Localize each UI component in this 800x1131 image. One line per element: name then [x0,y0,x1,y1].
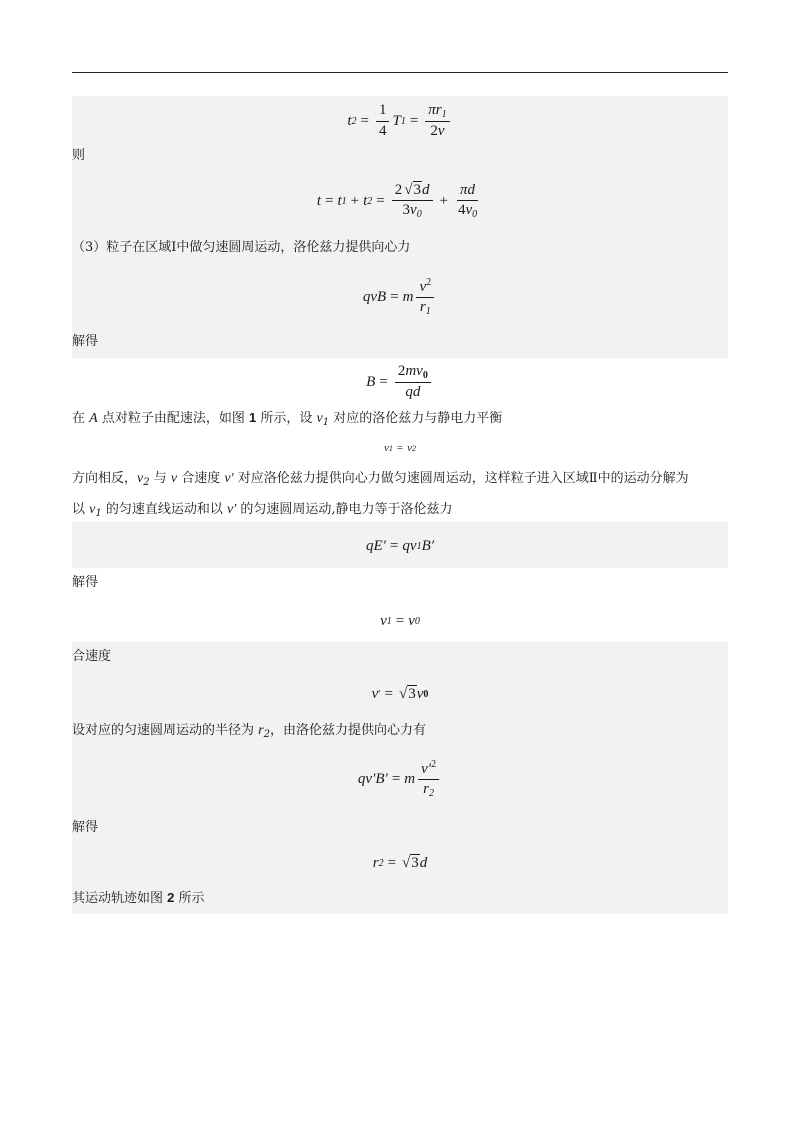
equation-v1-equals-v2: v 1 = v 2 [384,442,416,454]
equation-combined-velocity: v ′ = √ 3 v 0 [371,685,429,702]
paragraph-then: 则 [72,148,86,163]
paragraph-opposite-direction: 方向相反，$v_2$ 与 v 合速度 v′ 对应洛伦兹力提供向心力做匀速圆周运动，这样粒子进入区域Ⅱ中的运动分解为 [72,471,689,488]
equation-radius-r2: r 2 = √ 3 d [372,854,428,871]
equation-centripetal-r2: qv′B′ = m $\frac{v'^2}{r_2}$ [72,754,728,804]
paragraph-solve-2: 解得 [72,575,99,590]
paragraph-radius-intro: 设对应的匀速圆周运动的半径为 $r_2$，由洛伦兹力提供向心力有 [72,723,426,740]
header-rule [72,72,728,73]
equation-electric-lorentz: qE′ = qv 1 B′ [365,537,435,554]
equation-lorentz-centripetal: qvB = m $\frac{v^2}{r_1}$ [72,274,728,320]
equation-v1-equals-v0: v 1 = v 0 [380,612,420,629]
equation-total-time: t = t 1 + t 2 = $\frac{2 √3d}{3v_0}$ + $\frac{\pi d}{4v_0}$ [316,181,478,220]
paragraph-decompose: 以 $v_1$ 的匀速直线运动和以 v′ 的匀速圆周运动,静电力等于洛伦兹力 [72,502,453,519]
paragraph-solve-3: 解得 [72,820,99,835]
equation-field-b: B = $\frac{2mv_0}{qd}$ [72,360,728,404]
paragraph-solve-1: 解得 [72,334,99,349]
equation-t2: t 2 = $\frac{1}{4}$ T 1 = $\frac{\pi r_1}{2v}$ [72,100,728,142]
paragraph-part3-intro: （3）粒子在区域Ⅰ中做匀速圆周运动，洛伦兹力提供向心力 [72,240,411,255]
paragraph-trajectory: 其运动轨迹如图 2 所示 [72,890,205,906]
paragraph-combined-velocity: 合速度 [72,649,112,664]
paragraph-at-point-a: 在 A 点对粒子由配速法，如图 1 所示，设 $v_1$ 对应的洛伦兹力与静电力平衡 [72,410,503,428]
